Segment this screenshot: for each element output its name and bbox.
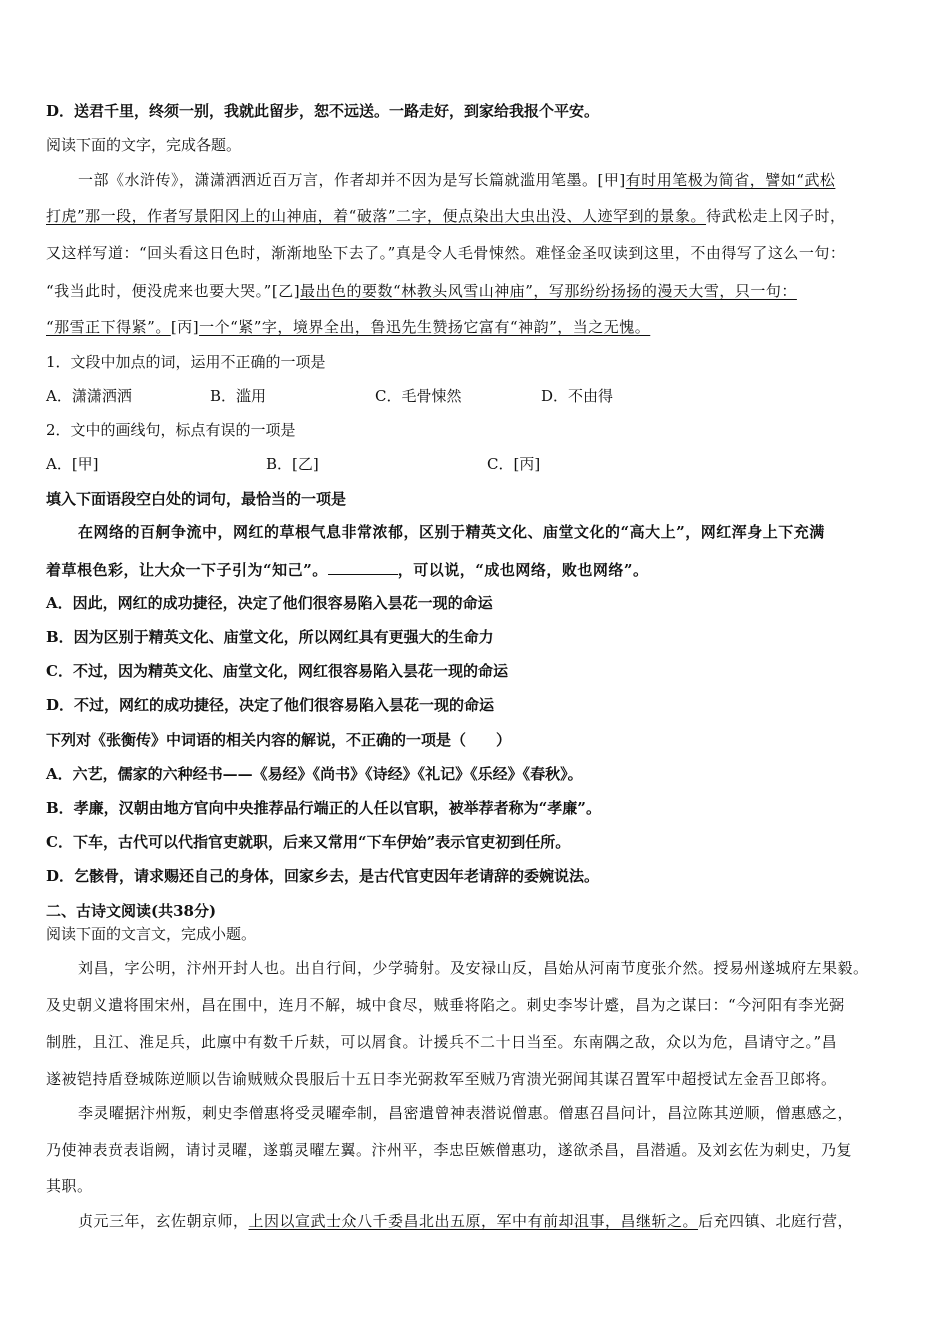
underlined-classical-sentence: 上因以宣武士众八千委昌北出五原，军中有前却沮事，昌继斩之。 bbox=[248, 1212, 699, 1230]
section-2-instruction: 阅读下面的文言文，完成小题。 bbox=[46, 925, 257, 943]
underlined-sentence-jia-cont: 打虎”那一段，作者写景阳冈上的山神庙，着“破落”二字，便点染出大虫出没、人迹罕到的景象。 bbox=[46, 207, 707, 225]
fill-blank[interactable] bbox=[328, 560, 398, 575]
passage-line-3: 又这样写道：“回头看这日色时，渐渐地坠下去了。”真是令人毛骨悚然。难怪金圣叹读到这里，不由得写了这么一句： bbox=[46, 244, 846, 262]
classical-line-2: 及史朝义遣将围宋州，昌在围中，连月不解，城中食尽，贼垂将陷之。刺史李岑计蹙，昌为之谋曰：“今河阳有李光弼 bbox=[46, 996, 845, 1014]
underlined-sentence-jia: 有时用笔极为简省，譬如“武松 bbox=[625, 171, 836, 189]
q3-option-c[interactable]: C．不过，因为精英文化、庙堂文化，网红很容易陷入昙花一现的命运 bbox=[46, 662, 508, 680]
question-1-options bbox=[46, 386, 613, 406]
question-4: 下列对《张衡传》中词语的相关内容的解说，不正确的一项是（ ） bbox=[46, 731, 512, 749]
underlined-sentence-yi: 最出色的要数“林教头风雪山神庙”，写那纷纷扬扬的漫天大雪，只一句： bbox=[300, 282, 797, 300]
classical-line-1: 刘昌，字公明，汴州开封人也。出自行间，少学骑射。及安禄山反，昌始从河南节度张介然。授易州遂城府左果毅。 bbox=[78, 959, 869, 977]
section-2-heading: 二、古诗文阅读(共38分) bbox=[46, 902, 217, 920]
q4-option-b[interactable]: B．孝廉，汉朝由地方官向中央推荐品行端正的人任以官职，被举荐者称为“孝廉”。 bbox=[46, 799, 601, 817]
q3-passage-line-2: 着草根色彩，让大众一下子引为“知己”。 ，可以说，“成也网络，败也网络”。 bbox=[46, 561, 649, 579]
passage-line-2: 打虎”那一段，作者写景阳冈上的山神庙，着“破落”二字，便点染出大虫出没、人迹罕到的景象。待武松走上冈子时， bbox=[46, 207, 846, 225]
q4-option-c[interactable]: C．下车，古代可以代指官吏就职，后来又常用“下车伊始”表示官吏初到任所。 bbox=[46, 833, 571, 851]
classical-line-6: 乃使神表贲表诣阙，请讨灵曜，遂翦灵曜左翼。汴州平，李忠臣嫉僧惠功，遂欲杀昌，昌潜遁。及刘玄佐为刺史，乃复 bbox=[46, 1141, 853, 1159]
question-2-options bbox=[46, 454, 540, 474]
q3-option-d[interactable]: D．不过，网红的成功捷径，决定了他们很容易陷入昙花一现的命运 bbox=[46, 696, 495, 714]
question-1: 1．文段中加点的词，运用不正确的一项是 bbox=[46, 353, 326, 371]
underlined-sentence-yi-cont: “那雪正下得紧”。 bbox=[46, 318, 171, 336]
q3-option-b[interactable]: B．因为区别于精英文化、庙堂文化，所以网红具有更强大的生命力 bbox=[46, 628, 494, 646]
q4-option-a[interactable]: A．六艺，儒家的六种经书——《易经》《尚书》《诗经》《礼记》《乐经》《春秋》。 bbox=[46, 765, 583, 783]
q2-option-a[interactable]: A．[甲] bbox=[46, 455, 99, 473]
passage-line-4: “我当此时，便没虎来也要大哭。”[乙]最出色的要数“林教头风雪山神庙”，写那纷纷扬扬的漫天大雪，只一句： bbox=[46, 282, 797, 300]
classical-line-3: 制胜，且江、淮足兵，此廪中有数千斤麸，可以屑食。计援兵不二十日当至。东南隅之敌，众以为危，昌请守之。”昌 bbox=[46, 1033, 838, 1051]
q3-option-a[interactable]: A．因此，网红的成功捷径，决定了他们很容易陷入昙花一现的命运 bbox=[46, 594, 493, 612]
q2-option-c[interactable]: C．[丙] bbox=[487, 455, 541, 473]
q3-passage-line-1: 在网络的百舸争流中，网红的草根气息非常浓郁，区别于精英文化、庙堂文化的“高大上”，网红浑身上下充满 bbox=[78, 523, 825, 541]
classical-line-7: 其职。 bbox=[46, 1177, 93, 1195]
passage-line-1: 一部《水浒传》，潇潇洒洒近百万言，作者却并不因为是写长篇就滥用笔墨。[甲]有时用笔极为简省，譬如“武松 bbox=[78, 171, 836, 189]
question-3: 填入下面语段空白处的词句，最恰当的一项是 bbox=[46, 490, 347, 508]
q1-option-b[interactable]: B．滥用 bbox=[210, 387, 267, 405]
q1-option-a[interactable]: A．潇潇洒洒 bbox=[46, 387, 132, 405]
reading-instruction: 阅读下面的文字，完成各题。 bbox=[46, 136, 242, 154]
classical-line-5: 李灵曜据汴州叛，刺史李僧惠将受灵曜牵制，昌密遣曾神表潜说僧惠。僧惠召昌问计，昌泣陈其逆顺，僧惠感之， bbox=[78, 1104, 854, 1122]
question-2: 2．文中的画线句，标点有误的一项是 bbox=[46, 421, 296, 439]
passage-line-5: “那雪正下得紧”。[丙]一个“紧”字，境界全出，鲁迅先生赞扬它富有“神韵”，当之无愧。 bbox=[46, 318, 651, 336]
q1-option-c[interactable]: C．毛骨悚然 bbox=[375, 387, 462, 405]
underlined-sentence-bing: 一个“紧”字，境界全出，鲁迅先生赞扬它富有“神韵”，当之无愧。 bbox=[199, 318, 651, 336]
q1-option-d[interactable]: D．不由得 bbox=[541, 387, 614, 405]
classical-line-4: 遂被铠持盾登城陈逆顺以告谕贼贼众畏服后十五日李光弼救军至贼乃宵溃光弼闻其谋召置军中超授试左金吾卫郎将。 bbox=[46, 1070, 837, 1088]
q2-option-b[interactable]: B．[乙] bbox=[266, 455, 319, 473]
q4-option-d[interactable]: D．乞骸骨，请求赐还自己的身体，回家乡去，是古代官吏因年老请辞的委婉说法。 bbox=[46, 867, 600, 885]
classical-line-8: 贞元三年，玄佐朝京师，上因以宣武士众八千委昌北出五原，军中有前却沮事，昌继斩之。后充四镇、北庭行营， bbox=[78, 1212, 854, 1230]
option-d-farewell: D．送君千里，终须一别，我就此留步，恕不远送。一路走好，到家给我报个平安。 bbox=[46, 102, 600, 120]
